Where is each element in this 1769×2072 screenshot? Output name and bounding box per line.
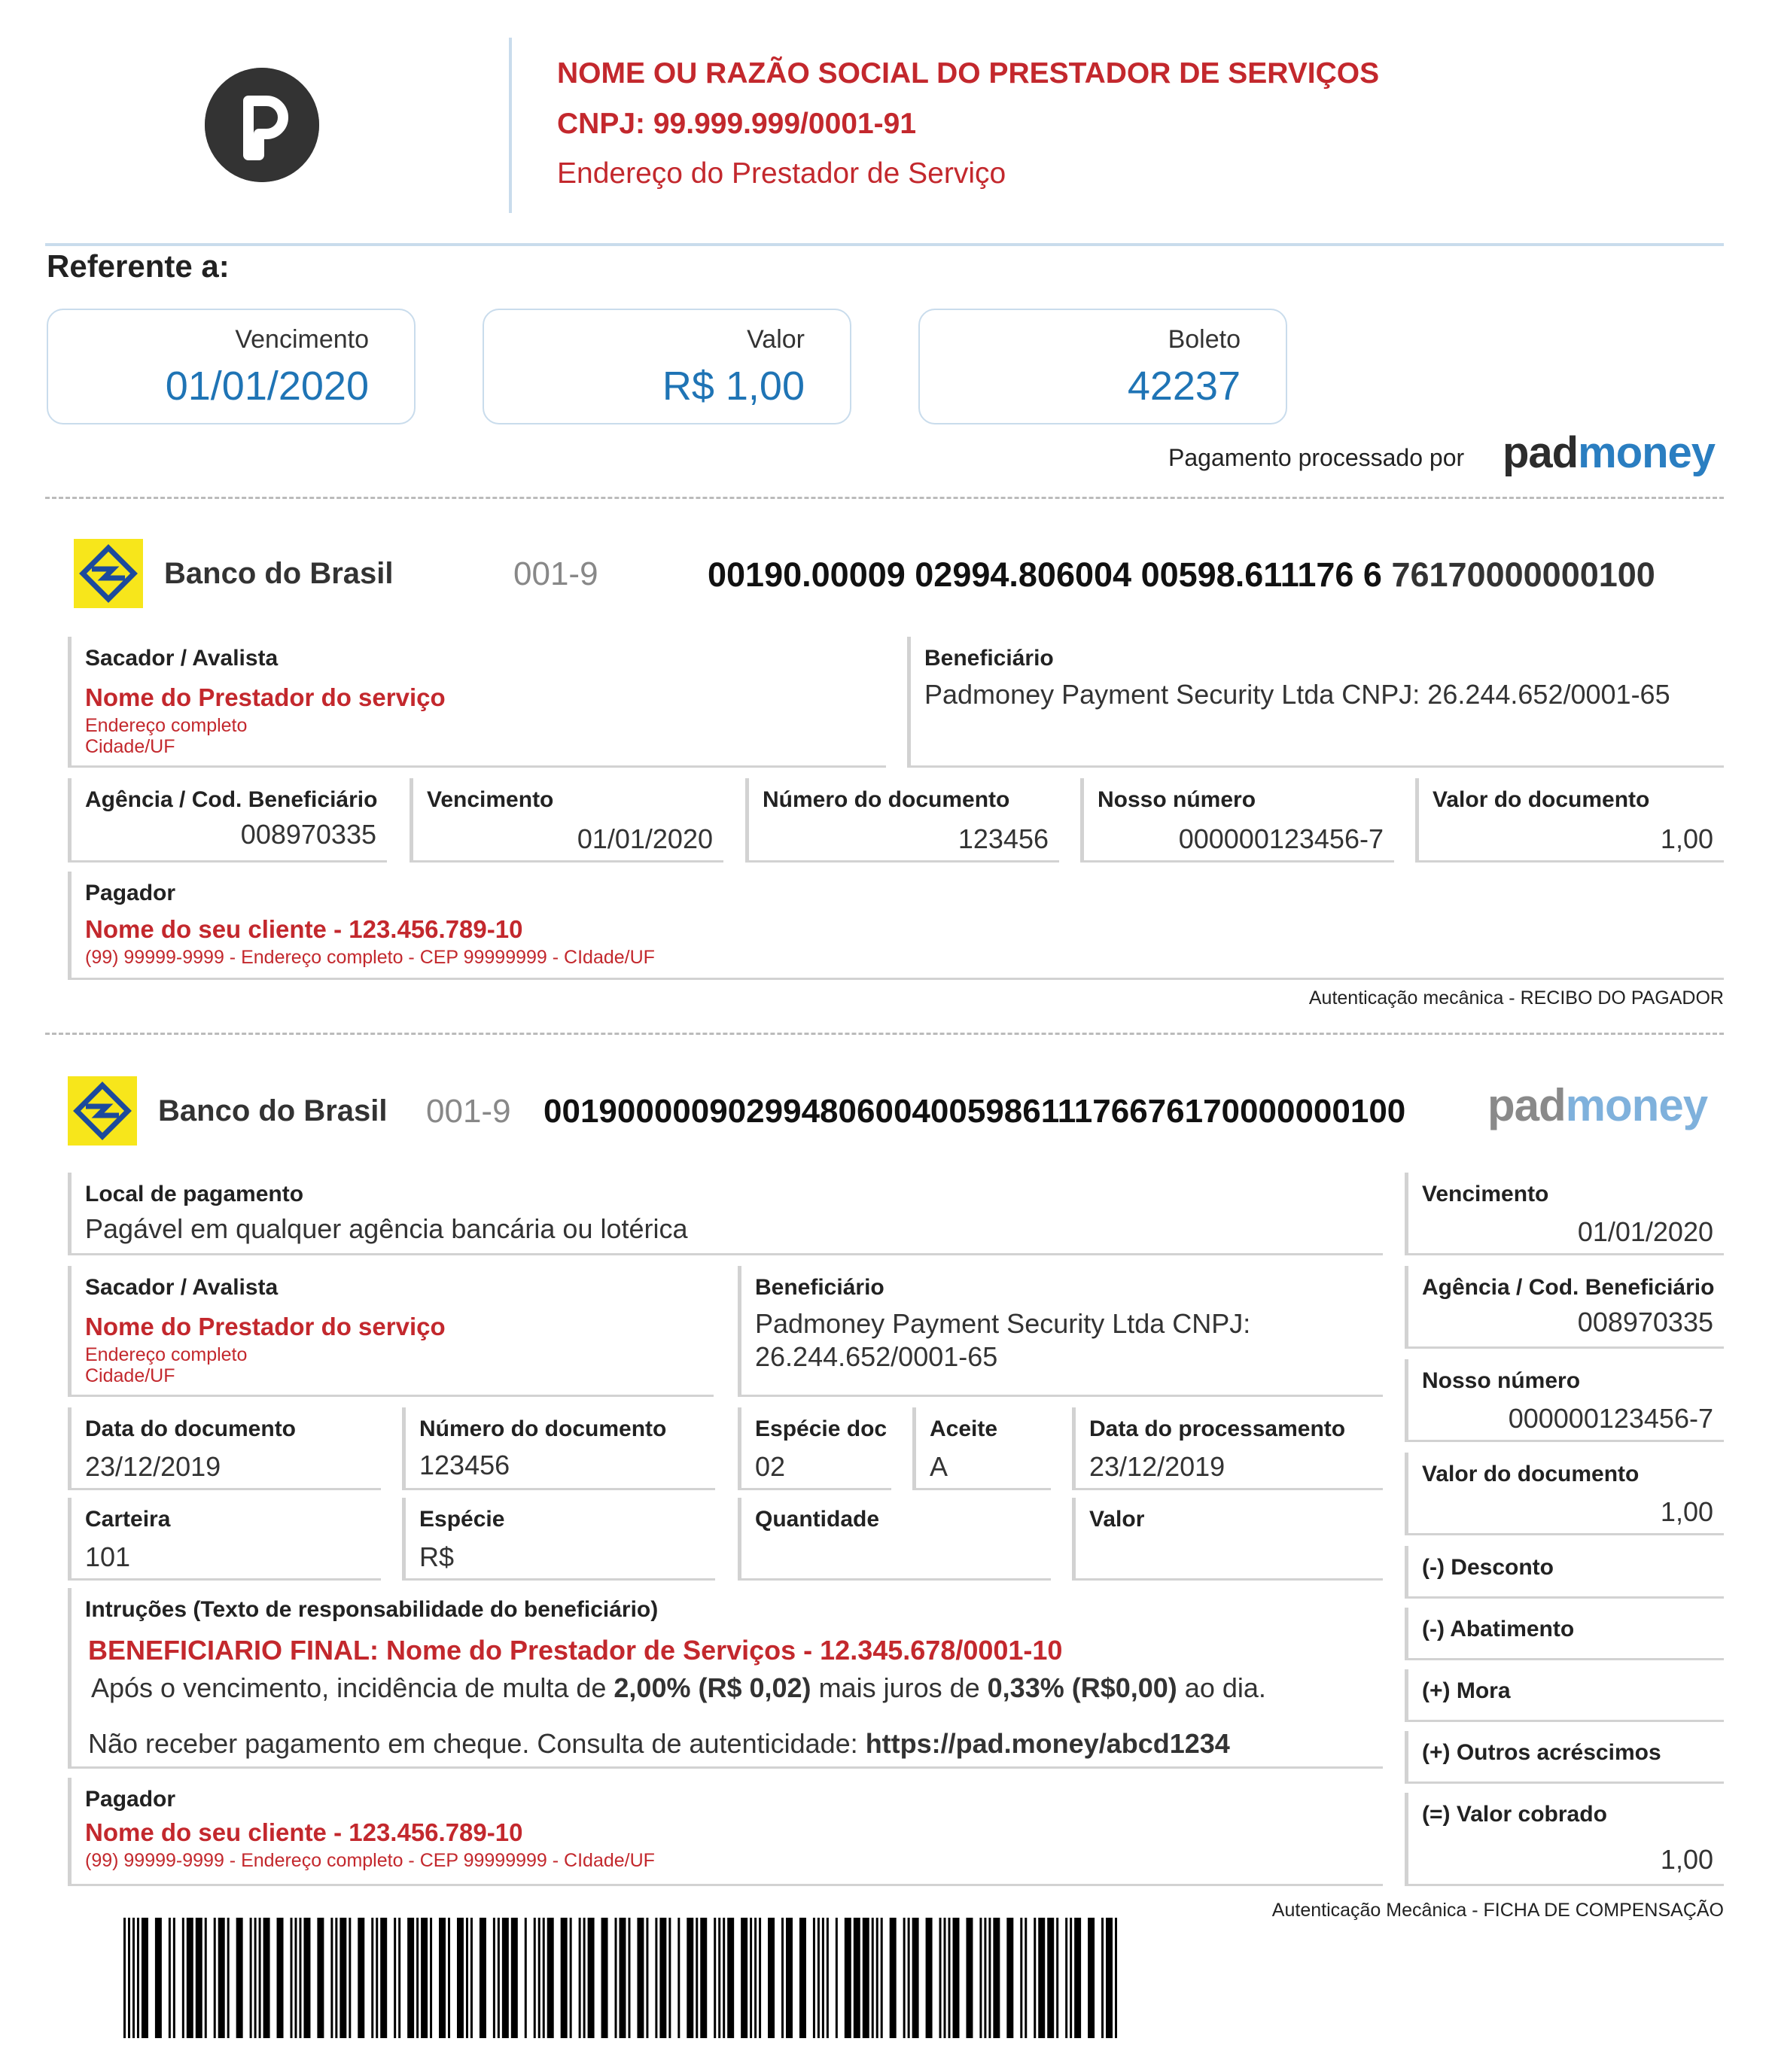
receipt-our-number-label: Nosso número [1098, 787, 1256, 812]
slip-quantity-box [738, 1498, 1051, 1581]
barcode-bar [480, 1918, 486, 2038]
slip-other-label: (+) Outros acréscimos [1422, 1740, 1661, 1765]
bank-logo-icon [68, 1076, 137, 1146]
receipt-due-box [410, 778, 723, 863]
barcode-bar [727, 1918, 734, 2038]
barcode-bar [123, 1918, 126, 2038]
receipt-beneficiary-box [907, 637, 1724, 768]
slip-right-agency-box [1405, 1266, 1724, 1349]
slip-doc-number-value: 123456 [419, 1450, 510, 1480]
barcode-bar [493, 1918, 495, 2038]
barcode-bar [601, 1918, 608, 2038]
receipt-doc-number-box [745, 778, 1059, 863]
barcode-bar [677, 1918, 680, 2038]
barcode-bar [700, 1918, 707, 2038]
slip-place-label: Local de pagamento [85, 1182, 304, 1206]
barcode-bar [155, 1918, 162, 2038]
barcode-bar [205, 1918, 207, 2038]
slip-beneficiary-box [738, 1266, 1383, 1397]
barcode-bar [813, 1918, 815, 2038]
barcode-bar [291, 1918, 293, 2038]
summary-boleto-label: Boleto [1168, 325, 1241, 354]
slip-wallet-label: Carteira [85, 1507, 171, 1532]
barcode-bar [579, 1918, 581, 2038]
barcode-bar [263, 1918, 270, 2038]
slip-drawer-city: Cidade/UF [85, 1365, 175, 1386]
slip-right-doc-value-box [1405, 1453, 1724, 1535]
slip-payer-box [68, 1778, 1383, 1886]
receipt-payer-label: Pagador [85, 881, 176, 905]
summary-amount-value: R$ 1,00 [662, 364, 805, 409]
bank-logo-icon [74, 539, 143, 608]
barcode-bar [993, 1918, 1000, 2038]
barcode-bar [741, 1918, 747, 2038]
barcode-bar [196, 1918, 202, 2038]
barcode-bar [407, 1918, 414, 2038]
barcode-bar [254, 1918, 257, 2038]
barcode-bar [214, 1918, 216, 2038]
slip-right-doc-value-value: 1,00 [1660, 1496, 1713, 1527]
receipt-bank-code: 001-9 [513, 555, 598, 592]
barcode-bar [511, 1918, 518, 2038]
barcode-bar [912, 1918, 919, 2038]
padmoney-pad: pad [1487, 1080, 1566, 1130]
slip-fine-mid: mais juros de [811, 1672, 988, 1703]
receipt-payer-details: (99) 99999-9999 - Endereço completo - CEP 99999999 - CIdade/UF [85, 947, 655, 968]
barcode-bar [534, 1918, 536, 2038]
slip-processing-date-value: 23/12/2019 [1089, 1451, 1226, 1482]
slip-final-beneficiary: BENEFICIARIO FINAL: Nome do Prestador de Serviços - 12.345.678/0001-10 [88, 1635, 1063, 1666]
barcode-bar [845, 1918, 851, 2038]
barcode-bar [908, 1918, 910, 2038]
barcode-bar [926, 1918, 933, 2038]
slip-interest-rate: 0,33% (R$0,00) [987, 1672, 1177, 1703]
barcode-bar [786, 1918, 793, 2038]
slip-bank-code: 001-9 [426, 1093, 511, 1130]
barcode-bar [668, 1918, 671, 2038]
barcode-bar [984, 1918, 986, 2038]
barcode-bar [1034, 1918, 1036, 2038]
slip-right-due-value: 01/01/2020 [1577, 1216, 1713, 1247]
receipt-drawer-box [68, 637, 886, 768]
barcode-bar [132, 1918, 135, 2038]
barcode-bar [768, 1918, 775, 2038]
receipt-beneficiary-label: Beneficiário [924, 646, 1054, 671]
slip-doc-kind-value: 02 [755, 1451, 786, 1482]
barcode-bar [750, 1918, 752, 2038]
barcode-bar [498, 1918, 500, 2038]
slip-doc-kind-label: Espécie doc [755, 1416, 888, 1441]
padmoney-logo [1487, 1079, 1707, 1131]
slip-charged-label: (=) Valor cobrado [1422, 1802, 1607, 1827]
barcode-bar [655, 1918, 657, 2038]
barcode-bar [470, 1918, 473, 2038]
slip-currency-label: Espécie [419, 1507, 505, 1532]
cut-line [45, 497, 1724, 499]
receipt-beneficiary-value: Padmoney Payment Security Ltda CNPJ: 26.244.652/0001-65 [924, 679, 1670, 710]
receipt-due-label: Vencimento [427, 787, 554, 812]
slip-place-box [68, 1173, 1383, 1255]
barcode-bar [1106, 1918, 1113, 2038]
receipt-drawer-name: Nome do Prestador do serviço [85, 683, 446, 711]
barcode-bar [358, 1918, 364, 2038]
slip-doc-date-box [68, 1407, 381, 1490]
barcode-bar [836, 1918, 838, 2038]
barcode-bar [615, 1918, 617, 2038]
barcode-bar [696, 1918, 698, 2038]
barcode-bar [944, 1918, 946, 2038]
slip-check-url[interactable]: https://pad.money/abcd1234 [865, 1728, 1230, 1759]
slip-right-agency-value: 008970335 [1577, 1307, 1713, 1337]
slip-fine-post: ao dia. [1177, 1672, 1266, 1703]
barcode-bar [754, 1918, 757, 2038]
receipt-our-number-value: 000000123456-7 [1178, 823, 1384, 854]
slip-wallet-value: 101 [85, 1541, 131, 1572]
slip-right-our-number-box [1405, 1359, 1724, 1442]
slip-right-due-box [1405, 1173, 1724, 1255]
barcode-bar [1074, 1918, 1081, 2038]
barcode-bar [903, 1918, 906, 2038]
barcode-bar [339, 1918, 346, 2038]
receipt-bank-name: Banco do Brasil [164, 557, 394, 590]
barcode-bar [421, 1918, 428, 2038]
slip-processing-date-box [1072, 1407, 1383, 1490]
slip-charged-value: 1,00 [1660, 1844, 1713, 1875]
barcode-bar [718, 1918, 720, 2038]
receipt-drawer-city: Cidade/UF [85, 736, 175, 757]
receipt-footnote: Autenticação mecânica - RECIBO DO PAGADOR [1308, 987, 1724, 1009]
slip-instructions-label: Intruções (Texto de responsabilidade do beneficiário) [85, 1597, 659, 1622]
slip-footnote: Autenticação Mecânica - FICHA DE COMPENSAÇÃO [1271, 1900, 1724, 1921]
barcode-bar [299, 1918, 301, 2038]
barcode-bar [277, 1918, 284, 2038]
barcode-bar [723, 1918, 725, 2038]
slip-beneficiary-line2: 26.244.652/0001-65 [755, 1341, 998, 1372]
slip-beneficiary-line1: Padmoney Payment Security Ltda CNPJ: [755, 1308, 1251, 1339]
barcode-bar [953, 1918, 960, 2038]
barcode-bar [547, 1918, 554, 2038]
barcode-bar [988, 1918, 991, 2038]
slip-right-doc-value-label: Valor do documento [1422, 1462, 1640, 1486]
barcode-bar [317, 1918, 324, 2038]
barcode-bar [371, 1918, 373, 2038]
barcode-bar [250, 1918, 252, 2038]
slip-right-due-label: Vencimento [1422, 1182, 1549, 1206]
barcode-bar [1070, 1918, 1072, 2038]
provider-address: Endereço do Prestador de Serviço [557, 157, 1006, 190]
padmoney-logo [1503, 427, 1715, 478]
header-rule [45, 243, 1724, 246]
barcode-bar [979, 1918, 982, 2038]
barcode-bar [525, 1918, 527, 2038]
summary-due-card [47, 309, 416, 424]
receipt-doc-number-value: 123456 [958, 823, 1049, 854]
receipt-payer-box [68, 872, 1724, 980]
barcode-bar [628, 1918, 630, 2038]
barcode-bar [128, 1918, 130, 2038]
barcode-bar [448, 1918, 450, 2038]
barcode-bar [570, 1918, 572, 2038]
slip-rebate-label: (-) Abatimento [1422, 1617, 1575, 1641]
slip-drawer-box [68, 1266, 714, 1397]
barcode-bar [890, 1918, 897, 2038]
barcode-bar [380, 1918, 387, 2038]
slip-value-box [1072, 1498, 1383, 1581]
barcode-bar [227, 1918, 230, 2038]
provider-name: NOME OU RAZÃO SOCIAL DO PRESTADOR DE SERVIÇOS [557, 57, 1380, 90]
barcode-bar [1025, 1918, 1027, 2038]
barcode-bar [457, 1918, 464, 2038]
receipt-doc-value-label: Valor do documento [1433, 787, 1650, 812]
barcode-bar [781, 1918, 784, 2038]
receipt-agency-label: Agência / Cod. Beneficiário [85, 787, 378, 812]
slip-doc-kind-box [738, 1407, 891, 1490]
slip-check-text [88, 1728, 1230, 1760]
receipt-doc-value-box [1415, 778, 1724, 863]
barcode-bar [236, 1918, 243, 2038]
slip-beneficiary-label: Beneficiário [755, 1275, 884, 1300]
barcode-bar [1056, 1918, 1058, 2038]
slip-currency-box [402, 1498, 715, 1581]
slip-late-label: (+) Mora [1422, 1678, 1511, 1703]
barcode-bar [1047, 1918, 1054, 2038]
receipt-agency-box [68, 778, 387, 863]
receipt-drawer-address: Endereço completo [85, 715, 248, 736]
processed-by-text: Pagamento processado por [1168, 444, 1465, 471]
barcode-bar [1006, 1918, 1013, 2038]
summary-boleto-card [918, 309, 1287, 424]
receipt-doc-value-value: 1,00 [1660, 823, 1713, 854]
barcode-bar [1020, 1918, 1022, 2038]
barcode-bar [142, 1918, 148, 2038]
receipt-digitable-tail: 76170000000100 [1391, 555, 1655, 594]
slip-check-pre: Não receber pagamento em cheque. Consulta de autenticidade: [88, 1728, 866, 1759]
slip-accept-label: Aceite [930, 1416, 998, 1441]
p-logo-icon [205, 68, 319, 182]
barcode-bar [872, 1918, 874, 2038]
barcode-bar [335, 1918, 337, 2038]
barcode-bar [187, 1918, 193, 2038]
barcode-bar [1038, 1918, 1045, 2038]
barcode-bar [218, 1918, 225, 2038]
summary-amount-card [483, 309, 851, 424]
barcode-bar [818, 1918, 820, 2038]
barcode-bar [583, 1918, 586, 2038]
slip-payer-details: (99) 99999-9999 - Endereço completo - CEP 99999999 - CIdade/UF [85, 1850, 655, 1871]
barcode-bar [394, 1918, 396, 2038]
slip-charged-box [1405, 1793, 1724, 1886]
barcode-bar [416, 1918, 419, 2038]
barcode-bar [430, 1918, 432, 2038]
summary-amount-label: Valor [747, 325, 805, 354]
slip-accept-box [912, 1407, 1051, 1490]
barcode-bar [349, 1918, 351, 2038]
slip-fine-text [91, 1672, 1266, 1704]
barcode-bar [799, 1918, 806, 2038]
padmoney-money: money [1578, 428, 1716, 477]
receipt-digitable-main: 00190.00009 02994.806004 00598.611176 6 [708, 555, 1382, 594]
slip-rebate-box [1405, 1608, 1724, 1660]
barcode-bar [966, 1918, 973, 2038]
slip-accept-value: A [930, 1451, 948, 1482]
slip-late-box [1405, 1669, 1724, 1722]
slip-discount-label: (-) Desconto [1422, 1555, 1554, 1580]
receipt-agency-value: 008970335 [240, 819, 376, 850]
provider-logo [205, 68, 319, 182]
barcode-bar [939, 1918, 942, 2038]
barcode-bar [439, 1918, 446, 2038]
slip-right-agency-label: Agência / Cod. Beneficiário [1422, 1275, 1715, 1300]
barcode-bar [863, 1918, 869, 2038]
barcode-bar [259, 1918, 261, 2038]
barcode-bar [948, 1918, 951, 2038]
summary-boleto-value: 42237 [1127, 364, 1241, 409]
barcode-bar [502, 1918, 509, 2038]
slip-processing-date-label: Data do processamento [1089, 1416, 1346, 1441]
barcode-bar [827, 1918, 829, 2038]
barcode-bar [1115, 1918, 1117, 2038]
barcode-bar [1088, 1918, 1095, 2038]
barcode-bar [538, 1918, 540, 2038]
slip-barcode-number: 00190000090299480600400598611176676170000000100 [543, 1093, 1406, 1130]
barcode-bar [303, 1918, 310, 2038]
barcode-bar [714, 1918, 716, 2038]
barcode-bar [637, 1918, 644, 2038]
barcode-bar [659, 1918, 666, 2038]
provider-cnpj: CNPJ: 99.999.999/0001-91 [557, 108, 917, 140]
slip-drawer-label: Sacador / Avalista [85, 1275, 279, 1300]
slip-doc-number-label: Número do documento [419, 1416, 667, 1441]
barcode-bar [646, 1918, 648, 2038]
slip-fine-pre: Após o vencimento, incidência de multa de [91, 1672, 614, 1703]
receipt-digitable-line [708, 555, 1655, 595]
header-divider [509, 38, 512, 213]
barcode-bar [561, 1918, 568, 2038]
barcode-bar [173, 1918, 175, 2038]
padmoney-pad: pad [1503, 428, 1579, 477]
slip-wallet-box [68, 1498, 381, 1581]
slip-instructions-box [68, 1588, 1383, 1769]
receipt-drawer-label: Sacador / Avalista [85, 646, 279, 671]
slip-discount-box [1405, 1546, 1724, 1599]
barcode-bar [687, 1918, 693, 2038]
receipt-due-value: 01/01/2020 [577, 823, 713, 854]
slip-doc-number-box [402, 1407, 715, 1490]
slip-drawer-name: Nome do Prestador do serviço [85, 1313, 446, 1340]
barcode-bar [620, 1918, 626, 2038]
barcode-bar [1101, 1918, 1104, 2038]
slip-bank-name: Banco do Brasil [158, 1094, 388, 1127]
receipt-payer-name: Nome do seu cliente - 123.456.789-10 [85, 915, 523, 943]
slip-doc-date-value: 23/12/2019 [85, 1451, 221, 1482]
barcode-bar [398, 1918, 400, 2038]
barcode-bar [588, 1918, 595, 2038]
receipt-doc-number-label: Número do documento [763, 787, 1010, 812]
barcode-bar [759, 1918, 761, 2038]
receipt-our-number-box [1080, 778, 1394, 863]
slip-place-value: Pagável em qualquer agência bancária ou lotérica [85, 1213, 688, 1244]
cut-line [45, 1033, 1724, 1035]
slip-currency-value: R$ [419, 1541, 455, 1572]
barcode-bar [466, 1918, 468, 2038]
slip-right-our-number-label: Nosso número [1422, 1368, 1581, 1393]
slip-other-box [1405, 1731, 1724, 1784]
barcode [123, 1918, 1117, 2038]
slip-right-our-number-value: 000000123456-7 [1508, 1403, 1713, 1434]
slip-payer-name: Nome do seu cliente - 123.456.789-10 [85, 1818, 523, 1846]
slip-fine-rate: 2,00% (R$ 0,02) [614, 1672, 811, 1703]
slip-drawer-address: Endereço completo [85, 1344, 248, 1365]
barcode-bar [876, 1918, 878, 2038]
padmoney-money: money [1565, 1080, 1708, 1130]
barcode-bar [294, 1918, 297, 2038]
barcode-bar [182, 1918, 184, 2038]
barcode-bar [881, 1918, 883, 2038]
barcode-bar [376, 1918, 378, 2038]
barcode-bar [822, 1918, 824, 2038]
barcode-bar [854, 1918, 860, 2038]
summary-due-value: 01/01/2020 [165, 364, 369, 409]
barcode-bar [1065, 1918, 1067, 2038]
barcode-bar [330, 1918, 333, 2038]
slip-quantity-label: Quantidade [755, 1507, 880, 1532]
barcode-bar [137, 1918, 139, 2038]
slip-payer-label: Pagador [85, 1787, 176, 1812]
barcode-bar [169, 1918, 171, 2038]
summary-due-label: Vencimento [235, 325, 369, 354]
barcode-bar [543, 1918, 545, 2038]
slip-doc-date-label: Data do documento [85, 1416, 297, 1441]
slip-value-label: Valor [1089, 1507, 1145, 1532]
summary-title: Referente a: [47, 248, 230, 284]
